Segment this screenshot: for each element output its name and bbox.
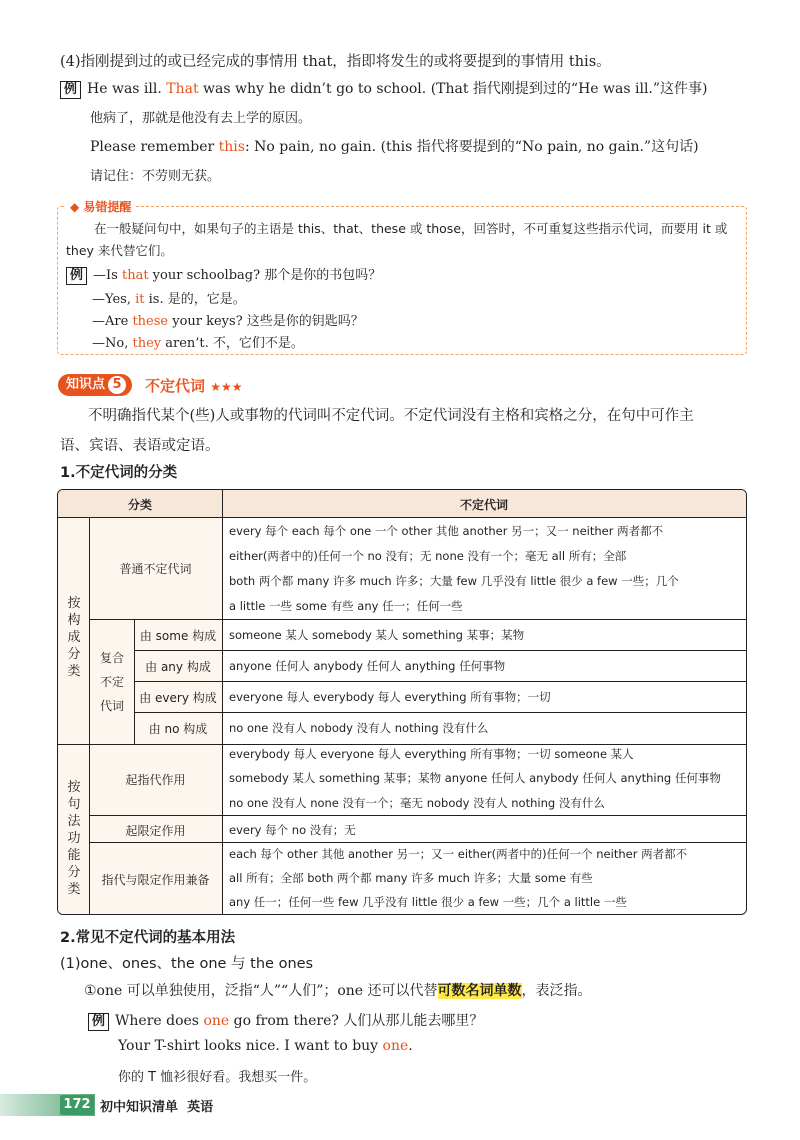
example-tag: 例 xyxy=(60,81,81,99)
common-line-3: both 两个都 many 许多 much 许多；大量 few 几乎没有 little 很少 a few 一些；几个 xyxy=(229,574,679,588)
warning-body-1: 在一般疑问句中，如果句子的主语是 this、that、these 或 those，回答时，不可重复这些指示代词，而要用 it 或 xyxy=(94,221,728,236)
any-words: anyone 任何人 anybody 任何人 anything 任何事物 xyxy=(229,659,506,673)
page-number: 172 xyxy=(60,1095,94,1115)
header-category: 分类 xyxy=(127,498,152,512)
knowledge-desc-1: 不明确指代某个(些)人或事物的代词叫不定代词。不定代词没有主格和宾格之分，在句中可作主 xyxy=(88,408,694,424)
example-line-2: Please remember this: No pain, no gain. (this 指代将要提到的“No pain, no gain.”这句话) xyxy=(90,139,699,155)
stars-rating: ★★★ xyxy=(210,380,243,394)
dialog-line-2: —Yes, it is. 是的，它是。 xyxy=(92,292,246,307)
example-line-1: 例 He was ill. That was why he didn’t go to school. (That 指代刚提到过的“He was ill.”这件事) xyxy=(60,78,708,99)
label-some: 由 some 构成 xyxy=(139,629,217,643)
knowledge-desc-2: 语、宾语、表语或定语。 xyxy=(60,438,220,454)
example-tag: 例 xyxy=(66,267,87,285)
highlight-countable-singular: 可数名词单数 xyxy=(437,983,522,999)
rule-4: (4)指刚提到过的或已经完成的事情用 that，指即将发生的或将要提到的事情用 this。 xyxy=(60,54,611,70)
group-by-function: 按 句 法 功 能 分 类 xyxy=(67,780,81,897)
label-no: 由 no 构成 xyxy=(148,722,208,736)
keyword-that: That xyxy=(166,81,199,97)
usage-example-1: 例 Where does one go from there? 人们从那儿能去哪里？ xyxy=(88,1010,483,1031)
label-common: 普通不定代词 xyxy=(119,562,192,576)
example-tag: 例 xyxy=(88,1013,109,1031)
keyword-this: this xyxy=(218,139,245,155)
every-words: everyone 每人 everybody 每人 everything 所有事物；一切 xyxy=(229,690,551,704)
pron-line-3: no one 没有人 none 没有一个；毫无 nobody 没有人 nothing 没有什么 xyxy=(229,796,605,810)
keyword-one: one xyxy=(203,1013,230,1029)
label-pronominal: 起指代作用 xyxy=(125,773,186,787)
keyword-one: one xyxy=(382,1038,409,1054)
usage-example-2: Your T-shirt looks nice. I want to buy one. xyxy=(118,1038,413,1054)
keyword: it xyxy=(135,292,145,307)
determiner-words: every 每个 no 没有；无 xyxy=(229,823,356,837)
dialog-line-3: —Are these your keys? 这些是你的钥匙吗？ xyxy=(92,314,364,329)
keyword: they xyxy=(132,336,162,351)
section-2-title: 2.常见不定代词的基本用法 xyxy=(60,930,236,946)
example-block-1 xyxy=(60,78,760,188)
pron-line-1: everybody 每人 everyone 每人 everything 所有事物；一切 someone 某人 xyxy=(229,747,634,761)
both-line-2: all 所有；全部 both 两个都 many 许多 much 许多；大量 some 有些 xyxy=(229,871,593,885)
common-line-1: every 每个 each 每个 one 一个 other 其他 another 另一；又一 neither 两者都不 xyxy=(229,524,664,538)
classification-table xyxy=(57,489,747,915)
no-words: no one 没有人 nobody 没有人 nothing 没有什么 xyxy=(229,721,489,735)
label-both-functions: 指代与限定作用兼备 xyxy=(101,873,210,887)
common-line-4: a little 一些 some 有些 any 任一；任何一些 xyxy=(229,599,463,613)
footer-book-title: 初中知识清单 英语 xyxy=(100,1100,214,1115)
usage-example-2-translation: 你的 T 恤衫很好看。我想买一件。 xyxy=(118,1070,317,1085)
label-determiner: 起限定作用 xyxy=(125,824,186,838)
keyword: that xyxy=(121,268,149,283)
common-line-2: either(两者中的)任何一个 no 没有；无 none 没有一个；毫无 all 所有；全部 xyxy=(229,549,627,563)
warning-box xyxy=(57,200,747,355)
knowledge-number: 5 xyxy=(108,376,126,394)
subsection-1-title: (1)one、ones、the one 与 the ones xyxy=(60,956,314,972)
example-translation-2: 请记住：不劳则无获。 xyxy=(90,169,221,184)
warning-body-2: they 来代替它们。 xyxy=(66,243,173,258)
knowledge-badge: 知识点 5 xyxy=(58,374,132,396)
both-line-3: any 任一；任何一些 few 几乎没有 little 很少 a few 一些；几个 a little 一些 xyxy=(229,895,627,909)
pron-line-2: somebody 某人 something 某事；某物 anyone 任何人 anybody 任何人 anything 任何事物 xyxy=(229,771,721,785)
footer-subject: 英语 xyxy=(187,1100,214,1115)
dialog-line-4: —No, they aren’t. 不，它们不是。 xyxy=(92,336,304,351)
example-translation-1: 他病了，那就是他没有去上学的原因。 xyxy=(90,111,312,126)
usage-point-1: ①one 可以单独使用，泛指“人”“人们”；one 还可以代替可数名词单数，表泛指。 xyxy=(84,983,592,999)
keyword: these xyxy=(132,314,169,329)
label-compound: 复合 不定 代词 xyxy=(99,651,124,713)
label-any: 由 any 构成 xyxy=(145,660,211,674)
warning-title: ◆ 易错提醒 xyxy=(66,198,135,215)
label-every: 由 every 构成 xyxy=(139,691,217,705)
knowledge-title: 不定代词 ★★★ xyxy=(145,377,243,395)
header-pronouns: 不定代词 xyxy=(459,498,508,512)
group-by-structure: 按 构 成 分 类 xyxy=(67,596,81,679)
dialog-line-1: 例 —Is that your schoolbag? 那个是你的书包吗？ xyxy=(66,264,381,285)
both-line-1: each 每个 other 其他 another 另一；又一 either(两者中的)任何一个 neither 两者都不 xyxy=(229,847,688,861)
some-words: someone 某人 somebody 某人 something 某事；某物 xyxy=(229,628,525,642)
section-1-title: 1.不定代词的分类 xyxy=(60,465,178,481)
